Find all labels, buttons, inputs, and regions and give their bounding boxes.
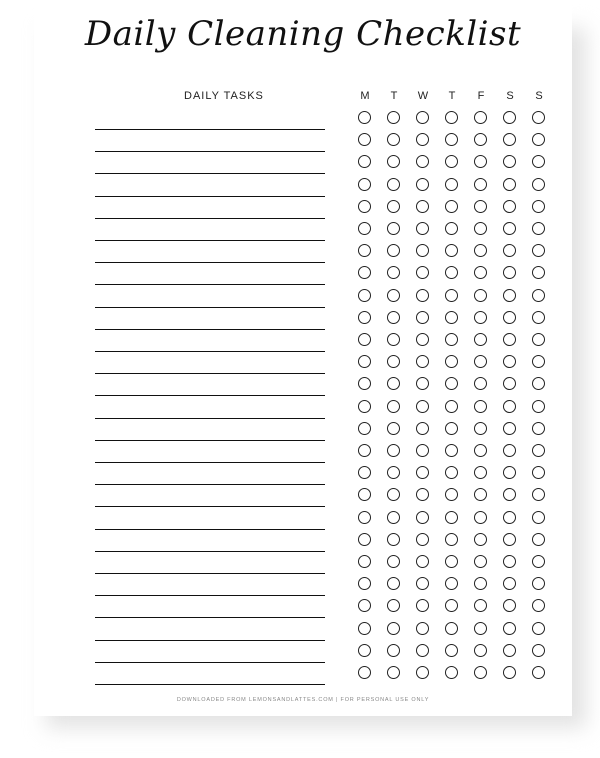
checkbox-circle-thursday[interactable] — [445, 311, 458, 324]
checkbox-circle-tuesday[interactable] — [387, 289, 400, 302]
checkbox-circle-tuesday[interactable] — [387, 333, 400, 346]
checkbox-circle-sunday[interactable] — [532, 266, 545, 279]
checkbox-circle-friday[interactable] — [474, 400, 487, 413]
checkbox-circle-thursday[interactable] — [445, 155, 458, 168]
checkbox-circle-thursday[interactable] — [445, 400, 458, 413]
checkbox-circle-tuesday[interactable] — [387, 155, 400, 168]
checkbox-circle-wednesday[interactable] — [416, 311, 429, 324]
checkbox-circle-thursday[interactable] — [445, 244, 458, 257]
checkbox-circle-saturday[interactable] — [503, 555, 516, 568]
checkbox-circle-monday[interactable] — [358, 555, 371, 568]
checkbox-circle-wednesday[interactable] — [416, 133, 429, 146]
checkbox-circle-monday[interactable] — [358, 133, 371, 146]
day-header-sunday: S — [535, 90, 543, 102]
checkbox-circle-wednesday[interactable] — [416, 466, 429, 479]
checkbox-circle-saturday[interactable] — [503, 155, 516, 168]
checkbox-circle-friday[interactable] — [474, 111, 487, 124]
checkbox-circle-monday[interactable] — [358, 533, 371, 546]
checkbox-circle-tuesday[interactable] — [387, 422, 400, 435]
checkbox-circle-wednesday[interactable] — [416, 511, 429, 524]
checkbox-circle-wednesday[interactable] — [416, 400, 429, 413]
checkbox-circle-sunday[interactable] — [532, 377, 545, 390]
checkbox-circle-wednesday[interactable] — [416, 488, 429, 501]
checkbox-circle-tuesday[interactable] — [387, 555, 400, 568]
checkbox-circle-monday[interactable] — [358, 155, 371, 168]
checkbox-circle-monday[interactable] — [358, 289, 371, 302]
checkbox-circle-saturday[interactable] — [503, 488, 516, 501]
checkbox-circle-sunday[interactable] — [532, 488, 545, 501]
task-line — [95, 529, 325, 530]
checkbox-circle-wednesday[interactable] — [416, 377, 429, 390]
checkbox-circle-monday[interactable] — [358, 488, 371, 501]
checkbox-circle-wednesday[interactable] — [416, 555, 429, 568]
checkbox-circle-tuesday[interactable] — [387, 311, 400, 324]
checkbox-circle-friday[interactable] — [474, 311, 487, 324]
checkbox-circle-saturday[interactable] — [503, 466, 516, 479]
checkbox-circle-tuesday[interactable] — [387, 511, 400, 524]
checkbox-circle-saturday[interactable] — [503, 377, 516, 390]
checkbox-circle-sunday[interactable] — [532, 111, 545, 124]
checkbox-circle-thursday[interactable] — [445, 377, 458, 390]
checkbox-circle-friday[interactable] — [474, 422, 487, 435]
task-line — [95, 617, 325, 618]
task-line — [95, 662, 325, 663]
task-line — [95, 640, 325, 641]
checklist-page — [34, 0, 572, 716]
checkbox-circle-sunday[interactable] — [532, 222, 545, 235]
checkbox-circle-saturday[interactable] — [503, 511, 516, 524]
checkbox-circle-sunday[interactable] — [532, 133, 545, 146]
task-line — [95, 373, 325, 374]
checkbox-circle-friday[interactable] — [474, 555, 487, 568]
checkbox-circle-sunday[interactable] — [532, 666, 545, 679]
checkbox-circle-monday[interactable] — [358, 644, 371, 657]
checkbox-circle-sunday[interactable] — [532, 444, 545, 457]
checkbox-circle-sunday[interactable] — [532, 644, 545, 657]
task-line — [95, 129, 325, 130]
checkbox-circle-thursday[interactable] — [445, 555, 458, 568]
checkbox-circle-friday[interactable] — [474, 178, 487, 191]
checkbox-circle-sunday[interactable] — [532, 555, 545, 568]
checkbox-circle-wednesday[interactable] — [416, 200, 429, 213]
checkbox-circle-wednesday[interactable] — [416, 644, 429, 657]
checkbox-circle-saturday[interactable] — [503, 533, 516, 546]
checkbox-circle-monday[interactable] — [358, 422, 371, 435]
checkbox-circle-tuesday[interactable] — [387, 533, 400, 546]
checkbox-circle-thursday[interactable] — [445, 355, 458, 368]
checkbox-circle-tuesday[interactable] — [387, 244, 400, 257]
checkbox-circle-wednesday[interactable] — [416, 422, 429, 435]
checkbox-circle-saturday[interactable] — [503, 266, 516, 279]
checkbox-circle-monday[interactable] — [358, 355, 371, 368]
checkbox-circle-thursday[interactable] — [445, 178, 458, 191]
checkbox-circle-tuesday[interactable] — [387, 200, 400, 213]
checkbox-circle-wednesday[interactable] — [416, 444, 429, 457]
checkbox-circle-monday[interactable] — [358, 622, 371, 635]
checkbox-circle-tuesday[interactable] — [387, 488, 400, 501]
checkbox-circle-friday[interactable] — [474, 511, 487, 524]
checkbox-circle-sunday[interactable] — [532, 355, 545, 368]
checkbox-circle-sunday[interactable] — [532, 244, 545, 257]
checkbox-circle-friday[interactable] — [474, 666, 487, 679]
checkbox-circle-wednesday[interactable] — [416, 622, 429, 635]
checkbox-circle-friday[interactable] — [474, 289, 487, 302]
checkbox-circle-friday[interactable] — [474, 488, 487, 501]
checkbox-circle-saturday[interactable] — [503, 333, 516, 346]
checkbox-circle-sunday[interactable] — [532, 400, 545, 413]
checkbox-circle-saturday[interactable] — [503, 289, 516, 302]
checkbox-circle-monday[interactable] — [358, 666, 371, 679]
checkbox-circle-saturday[interactable] — [503, 577, 516, 590]
checkbox-circle-saturday[interactable] — [503, 244, 516, 257]
checkbox-circle-sunday[interactable] — [532, 200, 545, 213]
task-line — [95, 240, 325, 241]
checkbox-circle-monday[interactable] — [358, 466, 371, 479]
checkbox-circle-wednesday[interactable] — [416, 178, 429, 191]
day-header-saturday: S — [506, 90, 514, 102]
task-line — [95, 351, 325, 352]
checkbox-circle-thursday[interactable] — [445, 289, 458, 302]
checkbox-circle-thursday[interactable] — [445, 577, 458, 590]
task-line — [95, 484, 325, 485]
checkbox-circle-wednesday[interactable] — [416, 266, 429, 279]
page-title: Daily Cleaning Checklist — [84, 14, 522, 54]
checkbox-circle-saturday[interactable] — [503, 422, 516, 435]
day-header-monday: M — [360, 90, 370, 102]
checkbox-circle-saturday[interactable] — [503, 178, 516, 191]
checkbox-circle-tuesday[interactable] — [387, 178, 400, 191]
checkbox-circle-friday[interactable] — [474, 266, 487, 279]
task-line — [95, 395, 325, 396]
checkbox-circle-wednesday[interactable] — [416, 289, 429, 302]
checkbox-circle-thursday[interactable] — [445, 644, 458, 657]
checkbox-circle-sunday[interactable] — [532, 155, 545, 168]
checkbox-circle-sunday[interactable] — [532, 289, 545, 302]
checkbox-circle-saturday[interactable] — [503, 200, 516, 213]
task-line — [95, 573, 325, 574]
checkbox-circle-tuesday[interactable] — [387, 400, 400, 413]
checkbox-circle-friday[interactable] — [474, 155, 487, 168]
checkbox-circle-thursday[interactable] — [445, 333, 458, 346]
checkbox-circle-saturday[interactable] — [503, 311, 516, 324]
checkbox-circle-wednesday[interactable] — [416, 111, 429, 124]
task-line — [95, 418, 325, 419]
checkbox-circle-wednesday[interactable] — [416, 244, 429, 257]
checkbox-circle-thursday[interactable] — [445, 133, 458, 146]
day-header-tuesday: T — [390, 90, 398, 102]
checkbox-circle-sunday[interactable] — [532, 577, 545, 590]
checkbox-circle-thursday[interactable] — [445, 666, 458, 679]
checkbox-circle-friday[interactable] — [474, 622, 487, 635]
task-line — [95, 595, 325, 596]
checkbox-circle-monday[interactable] — [358, 178, 371, 191]
checkbox-circle-thursday[interactable] — [445, 222, 458, 235]
checkbox-circle-tuesday[interactable] — [387, 377, 400, 390]
checkbox-circle-monday[interactable] — [358, 599, 371, 612]
checkbox-circle-friday[interactable] — [474, 444, 487, 457]
task-line — [95, 307, 325, 308]
checkbox-circle-tuesday[interactable] — [387, 355, 400, 368]
checkbox-circle-monday[interactable] — [358, 333, 371, 346]
checkbox-circle-wednesday[interactable] — [416, 599, 429, 612]
checkbox-circle-tuesday[interactable] — [387, 266, 400, 279]
task-line — [95, 440, 325, 441]
checkbox-circle-thursday[interactable] — [445, 466, 458, 479]
checkbox-circle-saturday[interactable] — [503, 644, 516, 657]
checkbox-circle-monday[interactable] — [358, 311, 371, 324]
checkbox-circle-saturday[interactable] — [503, 133, 516, 146]
checkbox-circle-thursday[interactable] — [445, 111, 458, 124]
tasks-column-header: DAILY TASKS — [184, 90, 264, 102]
checkbox-circle-saturday[interactable] — [503, 444, 516, 457]
checkbox-circle-wednesday[interactable] — [416, 222, 429, 235]
checkbox-circle-tuesday[interactable] — [387, 666, 400, 679]
task-line — [95, 551, 325, 552]
checkbox-circle-friday[interactable] — [474, 577, 487, 590]
checkbox-circle-tuesday[interactable] — [387, 222, 400, 235]
checkbox-circle-wednesday[interactable] — [416, 577, 429, 590]
checkbox-circle-sunday[interactable] — [532, 599, 545, 612]
checkbox-circle-sunday[interactable] — [532, 533, 545, 546]
task-line — [95, 262, 325, 263]
checkbox-circle-wednesday[interactable] — [416, 666, 429, 679]
checkbox-circle-friday[interactable] — [474, 333, 487, 346]
checkbox-circle-friday[interactable] — [474, 222, 487, 235]
checkbox-circle-thursday[interactable] — [445, 444, 458, 457]
checkbox-circle-saturday[interactable] — [503, 222, 516, 235]
checkbox-circle-thursday[interactable] — [445, 622, 458, 635]
checkbox-circle-saturday[interactable] — [503, 666, 516, 679]
checkbox-circle-monday[interactable] — [358, 111, 371, 124]
checkbox-circle-monday[interactable] — [358, 244, 371, 257]
checkbox-circle-thursday[interactable] — [445, 200, 458, 213]
footer-note: DOWNLOADED FROM LEMONSANDLATTES.COM | FOR PERSONAL USE ONLY — [176, 697, 430, 703]
checkbox-circle-tuesday[interactable] — [387, 444, 400, 457]
checkbox-circle-saturday[interactable] — [503, 400, 516, 413]
checkbox-circle-monday[interactable] — [358, 377, 371, 390]
checkbox-circle-tuesday[interactable] — [387, 133, 400, 146]
checkbox-circle-saturday[interactable] — [503, 111, 516, 124]
task-line — [95, 506, 325, 507]
checkbox-circle-friday[interactable] — [474, 377, 487, 390]
checkbox-circle-thursday[interactable] — [445, 599, 458, 612]
checkbox-circle-monday[interactable] — [358, 222, 371, 235]
checkbox-circle-tuesday[interactable] — [387, 622, 400, 635]
checkbox-circle-sunday[interactable] — [532, 422, 545, 435]
checkbox-circle-saturday[interactable] — [503, 599, 516, 612]
checkbox-circle-tuesday[interactable] — [387, 644, 400, 657]
checkbox-circle-friday[interactable] — [474, 599, 487, 612]
checkbox-circle-wednesday[interactable] — [416, 155, 429, 168]
checkbox-circle-wednesday[interactable] — [416, 533, 429, 546]
checkbox-circle-thursday[interactable] — [445, 511, 458, 524]
checkbox-circle-friday[interactable] — [474, 533, 487, 546]
checkbox-circle-friday[interactable] — [474, 133, 487, 146]
checkbox-circle-friday[interactable] — [474, 644, 487, 657]
checkbox-circle-wednesday[interactable] — [416, 355, 429, 368]
checkbox-circle-saturday[interactable] — [503, 355, 516, 368]
checkbox-circle-sunday[interactable] — [532, 466, 545, 479]
task-line — [95, 684, 325, 685]
checkbox-circle-tuesday[interactable] — [387, 466, 400, 479]
task-line — [95, 284, 325, 285]
checkbox-circle-sunday[interactable] — [532, 311, 545, 324]
checkbox-circle-sunday[interactable] — [532, 622, 545, 635]
task-line — [95, 196, 325, 197]
task-line — [95, 218, 325, 219]
checkbox-circle-saturday[interactable] — [503, 622, 516, 635]
checkbox-circle-thursday[interactable] — [445, 266, 458, 279]
task-line — [95, 462, 325, 463]
checkbox-circle-friday[interactable] — [474, 244, 487, 257]
checkbox-circle-sunday[interactable] — [532, 333, 545, 346]
checkbox-circle-tuesday[interactable] — [387, 111, 400, 124]
checkbox-circle-friday[interactable] — [474, 200, 487, 213]
checkbox-circle-wednesday[interactable] — [416, 333, 429, 346]
checkbox-circle-friday[interactable] — [474, 355, 487, 368]
checkbox-circle-monday[interactable] — [358, 266, 371, 279]
checkbox-circle-thursday[interactable] — [445, 533, 458, 546]
task-line — [95, 151, 325, 152]
day-header-friday: F — [477, 90, 485, 102]
task-line — [95, 173, 325, 174]
day-header-thursday: T — [448, 90, 456, 102]
checkbox-circle-tuesday[interactable] — [387, 577, 400, 590]
checkbox-circle-sunday[interactable] — [532, 178, 545, 191]
checkbox-circle-monday[interactable] — [358, 400, 371, 413]
task-line — [95, 329, 325, 330]
checkbox-circle-thursday[interactable] — [445, 488, 458, 501]
checkbox-circle-monday[interactable] — [358, 444, 371, 457]
checkbox-circle-thursday[interactable] — [445, 422, 458, 435]
checkbox-circle-monday[interactable] — [358, 511, 371, 524]
checkbox-circle-monday[interactable] — [358, 577, 371, 590]
checkbox-circle-monday[interactable] — [358, 200, 371, 213]
checkbox-circle-friday[interactable] — [474, 466, 487, 479]
day-header-wednesday: W — [417, 90, 429, 102]
checkbox-circle-sunday[interactable] — [532, 511, 545, 524]
checkbox-circle-tuesday[interactable] — [387, 599, 400, 612]
